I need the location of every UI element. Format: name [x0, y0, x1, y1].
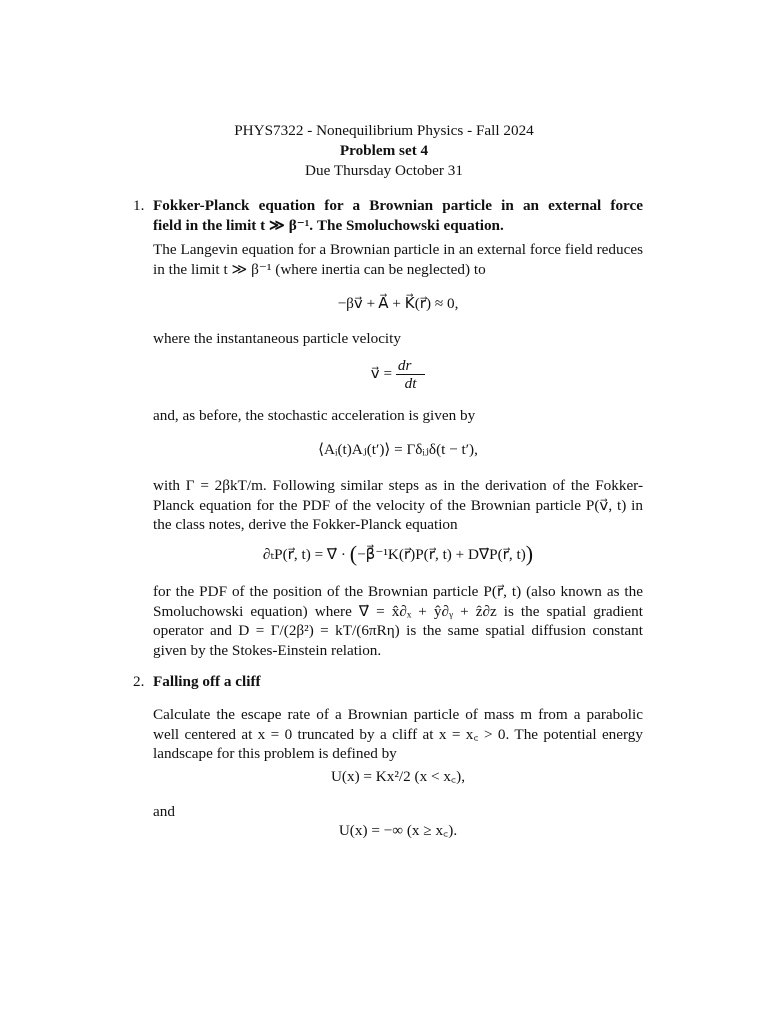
problem-1-closing-text: for the PDF of the position of the Brownian particle P(r⃗, t) (also known as the Smoluchowski equation) where ∇⃗ = x̂∂ₓ + ŷ∂ᵧ + ẑ∂z is the spatial gradient operator and D = Γ/(2β²) = kT/(6πRη) is the same spatial diffusion constant given by the Stokes-Einstein relation.: [153, 583, 643, 659]
problem-1-intro: The Langevin equation for a Brownian particle in an external force field reduces in the limit t ≫ β⁻¹ (where inertia can be neglected) to: [153, 241, 643, 278]
problem-set-title: Problem set 4: [339, 142, 429, 159]
smoluchowski-equation-body: −β⃗⁻¹K(r⃗)P(r⃗, t) + D∇⃗P(r⃗, t): [357, 546, 526, 563]
left-paren: (: [349, 541, 358, 566]
smoluchowski-equation-lhs: ∂ₜP(r⃗, t) = ∇⃗ ·: [262, 546, 350, 563]
problem-2-intro: Calculate the escape rate of a Brownian particle of mass m from a parabolic well centered at x = 0 truncated by a cliff at x = x꜀ > 0. The potential energy landscape for this problem is defined by: [153, 706, 643, 762]
problem-2-number: 2.: [133, 673, 145, 690]
velocity-fraction: [396, 357, 425, 392]
problem-2-title: Falling off a cliff: [153, 673, 261, 690]
course-title: PHYS7322 - Nonequilibrium Physics - Fall 2024: [234, 122, 534, 139]
problem-1-title-line2: field in the limit t ≫ β⁻¹. The Smoluchowski equation.: [153, 216, 504, 234]
due-date: Due Thursday October 31: [305, 162, 463, 179]
problem-1-number: 1.: [133, 197, 145, 214]
velocity-equation-lhs: v⃗ =: [370, 364, 393, 382]
smoluchowski-equation: [153, 541, 643, 566]
right-paren: ): [525, 541, 534, 566]
problem-1-title: [153, 196, 643, 235]
stochastic-acceleration-equation: ⟨Aᵢ(t)Aⱼ(t′)⟩ = Γδᵢⱼδ(t − t′),: [318, 441, 478, 458]
problem-1-derivation-text: with Γ = 2βkT/m. Following similar steps as in the derivation of the Fokker-Planck equation for the PDF of the velocity of the Brownian particle P(v⃗, t) in the class notes, derive the Fokker-Planck equation: [153, 477, 643, 533]
velocity-denominator: dt: [404, 375, 417, 392]
problem-2-and: and: [153, 803, 175, 820]
potential-equation-well: U(x) = Kx²/2 (x < x꜀),: [330, 768, 466, 785]
velocity-equation: [153, 357, 643, 392]
langevin-equation: −βv⃗ + A⃗ + K⃗(r⃗) ≈ 0,: [337, 295, 459, 312]
problem-1-velocity-text: where the instantaneous particle velocity: [153, 330, 401, 347]
velocity-numerator: dr⃗: [397, 357, 424, 374]
problem-1-title-line1: Fokker-Planck equation for a Brownian particle in an external force: [153, 197, 643, 214]
problem-1-acceleration-text: and, as before, the stochastic acceleration is given by: [153, 407, 476, 424]
document-header: [0, 121, 768, 181]
potential-equation-cliff: U(x) = −∞ (x ≥ x꜀).: [338, 822, 458, 839]
